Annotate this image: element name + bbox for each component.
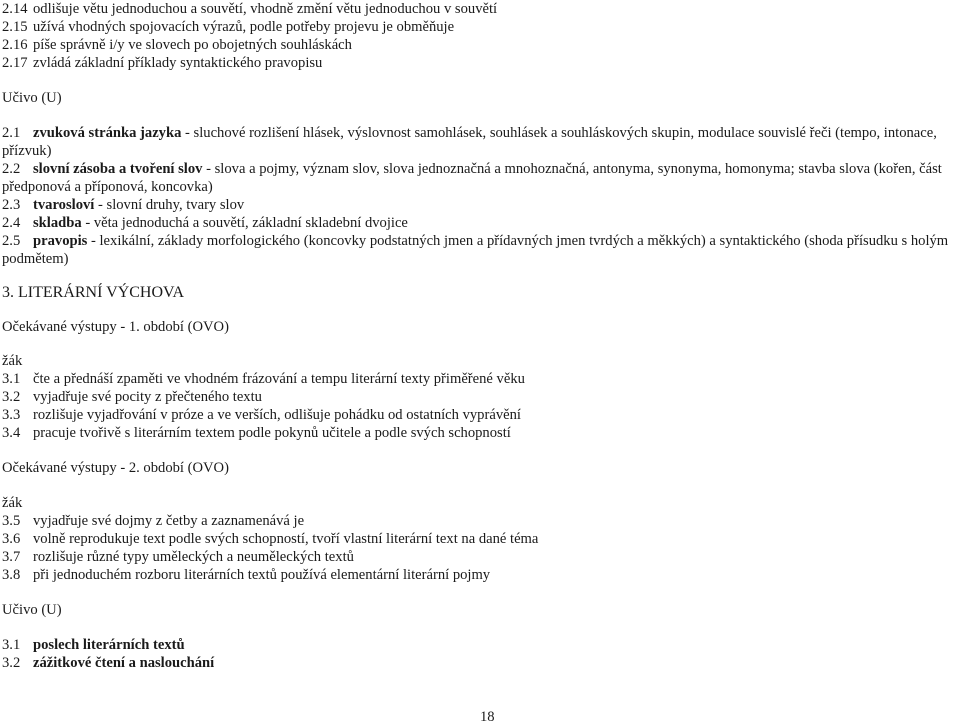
list-item: 2.17 zvládá základní příklady syntaktického pravopisu bbox=[2, 55, 323, 71]
list-item: 3.4 pracuje tvořivě s literárním textem podle pokynů učitele a podle svých schopností bbox=[2, 425, 511, 441]
list-item: 2.2 slovní zásoba a tvoření slov - slova a pojmy, význam slov, slova jednoznačná a mnohoznačná, antonyma, synonyma, homonyma; stavba slova (kořen, část bbox=[2, 161, 942, 177]
item-title: zážitkové čtení a naslouchání bbox=[33, 655, 215, 671]
list-item: 2.16 píše správně i/y ve slovech po obojetných souhláskách bbox=[2, 37, 352, 53]
list-item: 3.2 vyjadřuje své pocity z přečteného textu bbox=[2, 389, 262, 405]
item-title: zvuková stránka jazyka bbox=[33, 125, 182, 141]
list-item: 3.1 čte a přednáší zpaměti ve vhodném frázování a tempu literární texty přiměřené věku bbox=[2, 371, 525, 387]
list-item: 3.5 vyjadřuje své dojmy z četby a zaznamenává je bbox=[2, 513, 305, 529]
document-page bbox=[2, 0, 952, 672]
list-item: 2.5 pravopis - lexikální, základy morfologického (koncovky podstatných jmen a přídavných jmen tvrdých a měkkých) a syntaktického (shoda přísudku s holým podmětem) bbox=[2, 233, 949, 267]
zak-label: žák bbox=[2, 353, 23, 369]
zak-label: žák bbox=[2, 495, 23, 511]
list-item: 3.6 volně reprodukuje text podle svých schopností, tvoří vlastní literární text na dané téma bbox=[2, 531, 539, 547]
list-item: 2.4 skladba - věta jednoduchá a souvětí, základní skladební dvojice bbox=[2, 215, 408, 231]
section-heading: 3. LITERÁRNÍ VÝCHOVA bbox=[2, 284, 185, 301]
list-item: 3.7 rozlišuje různé typy uměleckých a neuměleckých textů bbox=[2, 549, 354, 565]
period-label: Očekávané výstupy - 1. období (OVO) bbox=[2, 319, 229, 335]
list-item: 3.1 poslech literárních textů bbox=[2, 637, 185, 653]
list-item: 3.8 při jednoduchém rozboru literárních textů používá elementární literární pojmy bbox=[2, 567, 491, 583]
list-item: 2.3 tvarosloví - slovní druhy, tvary slov bbox=[2, 197, 245, 213]
page-number: 18 bbox=[480, 709, 495, 725]
ucivo-label: Učivo (U) bbox=[2, 602, 62, 618]
list-item: 2.15 užívá vhodných spojovacích výrazů, podle potřeby projevu je obměňuje bbox=[2, 19, 455, 35]
ucivo-label: Učivo (U) bbox=[2, 90, 62, 106]
list-item: 3.3 rozlišuje vyjadřování v próze a ve verších, odlišuje pohádku od ostatních vyprávění bbox=[2, 407, 521, 423]
item-title: tvarosloví bbox=[33, 197, 95, 213]
item-title: skladba bbox=[33, 215, 82, 231]
item-title: poslech literárních textů bbox=[33, 637, 185, 653]
period-label: Očekávané výstupy - 2. období (OVO) bbox=[2, 460, 229, 476]
item-title: slovní zásoba a tvoření slov bbox=[33, 161, 203, 177]
list-item: 2.1 zvuková stránka jazyka - sluchové rozlišení hlásek, výslovnost samohlásek, souhlásek a souhláskových skupin, modulace souvislé řeči (tempo, intonace, přízvuk) bbox=[2, 125, 937, 159]
list-item: 3.2 zážitkové čtení a naslouchání bbox=[2, 655, 215, 671]
item-title: pravopis bbox=[33, 233, 88, 249]
list-item: 2.14 odlišuje větu jednoduchou a souvětí, vhodně změní větu jednoduchou v souvětí bbox=[2, 1, 498, 17]
list-item-continuation: předponová a příponová, koncovka) bbox=[2, 179, 213, 195]
